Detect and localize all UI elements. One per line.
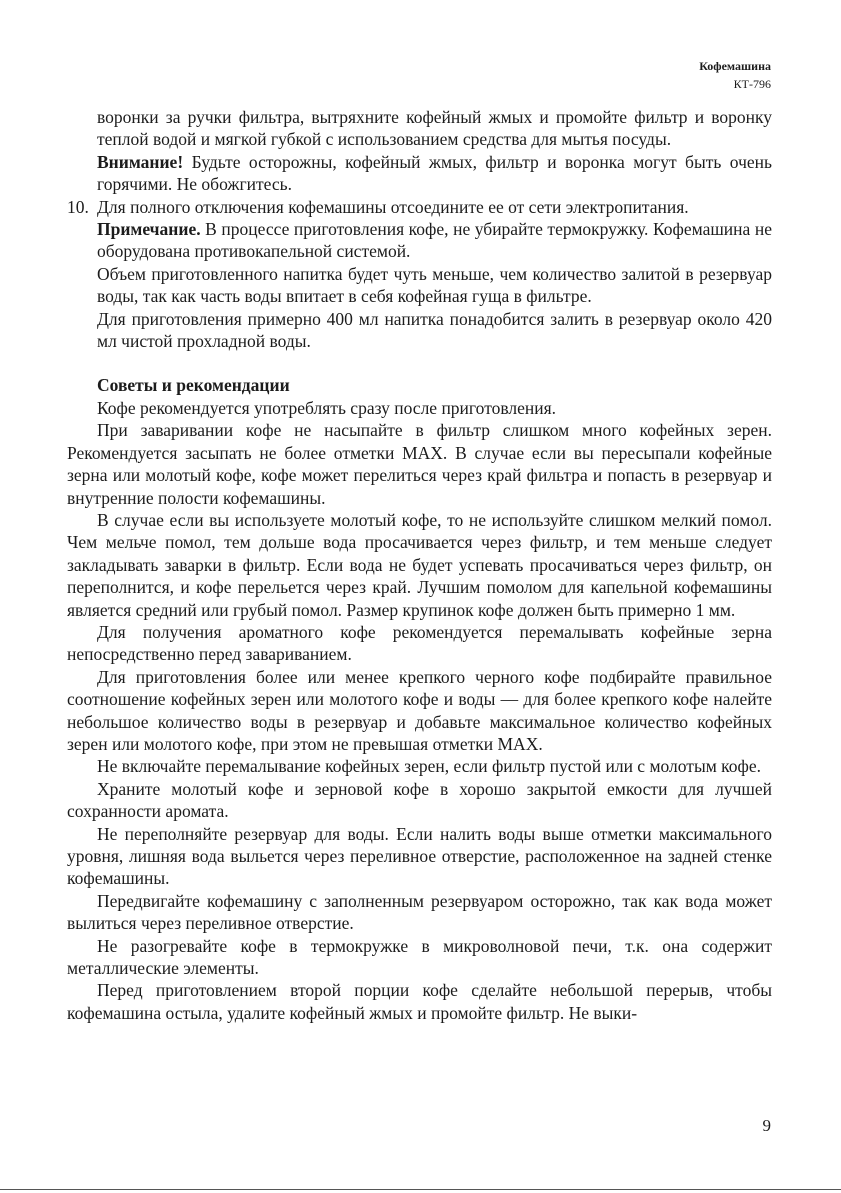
- filter-cleaning-continuation: воронки за ручки фильтра, вытряхните кофейный жмых и промойте фильтр и воронку теплой водой и мягкой губкой с использованием средства для мытья посуды.: [97, 107, 772, 150]
- note-text: В процессе приготовления кофе, не убирайте термокружку. Кофемашина не оборудована противокапельной системой.: [97, 219, 772, 262]
- volume-paragraph: Объем приготовленного напитка будет чуть меньше, чем количество залитой в резервуар воды, так как часть воды впитает в себя кофейная гуща в фильтре.: [97, 263, 772, 307]
- warning-label: Внимание!: [97, 151, 184, 172]
- tip-paragraph: Не переполняйте резервуар для воды. Если налить воды выше отметки максимального уровня, лишняя вода выльется через переливное отверстие, расположенное на задней стенке кофемашины.: [67, 823, 772, 889]
- tip-paragraph: Не включайте перемалывание кофейных зерен, если фильтр пустой или с молотым кофе.: [97, 756, 761, 777]
- tip-paragraph: Для получения ароматного кофе рекомендуется перемалывать кофейные зерна непосредственно перед завариванием.: [67, 621, 772, 665]
- tip-paragraph: Передвигайте кофемашину с заполненным резервуаром осторожно, так как вода может вылиться через переливное отверстие.: [67, 890, 772, 934]
- tip-paragraph: При заваривании кофе не насыпайте в фильтр слишком много кофейных зерен. Рекомендуется засыпать не более отметки MAX. В случае если вы пересыпали кофейные зерна или молотый кофе, кофе может перелиться через край фильтра и попасть в резервуар и внутренние полости кофемашины.: [67, 420, 772, 508]
- step-10-number: 10.: [67, 196, 89, 217]
- note-label: Примечание.: [97, 219, 201, 240]
- warning-paragraph: [67, 151, 772, 196]
- step-10-text: Для полного отключения кофемашины отсоедините ее от сети электропитания.: [97, 196, 689, 217]
- warning-text: Будьте осторожны, кофейный жмых, фильтр и воронка могут быть очень горячими. Не обожгитесь.: [97, 151, 772, 195]
- tip-paragraph: Перед приготовлением второй порции кофе сделайте небольшой перерыв, чтобы кофемашина остыла, удалите кофейный жмых и промойте фильтр. Не выки-: [67, 980, 772, 1023]
- header-brand: Кофемашина: [699, 59, 771, 73]
- note-paragraph: [67, 218, 772, 263]
- tip-paragraph: Храните молотый кофе и зерновой кофе в хорошо закрытой емкости для лучшей сохранности аромата.: [67, 778, 772, 822]
- tips-section-title: Советы и рекомендации: [97, 375, 290, 396]
- bottom-rule: [0, 1189, 841, 1190]
- tip-paragraph: Для приготовления более или менее крепкого черного кофе подбирайте правильное соотношение кофейных зерен или молотого кофе и воды — для более крепкого кофе налейте небольшое количество воды в резервуар и добавьте максимальное количество кофейных зерен или молотого кофе, при этом не превышая отметки MAX.: [67, 666, 772, 754]
- amount-paragraph: Для приготовления примерно 400 мл напитка понадобится залить в резервуар около 420 мл чистой прохладной воды.: [97, 308, 772, 352]
- page-content: [67, 106, 772, 1024]
- page-number: 9: [762, 1116, 771, 1135]
- page-header: [699, 57, 771, 93]
- tip-paragraph: В случае если вы используете молотый кофе, то не используйте слишком мелкий помол. Чем мельче помол, тем дольше вода просачивается через фильтр, и тем меньше следует закладывать заварки в фильтр. Если вода не будет успевать просачиваться через фильтр, он переполнится, и кофе перельется через край. Лучшим помолом для капельной кофемашины является средний или грубый помол. Размер крупинок кофе должен быть примерно 1 мм.: [67, 509, 772, 620]
- header-model: КТ-796: [733, 77, 771, 91]
- step-10: [67, 196, 772, 218]
- tip-paragraph: Кофе рекомендуется употреблять сразу после приготовления.: [97, 397, 557, 418]
- tip-paragraph: Не разогревайте кофе в термокружке в микроволновой печи, т.к. она содержит металлические элементы.: [67, 935, 772, 979]
